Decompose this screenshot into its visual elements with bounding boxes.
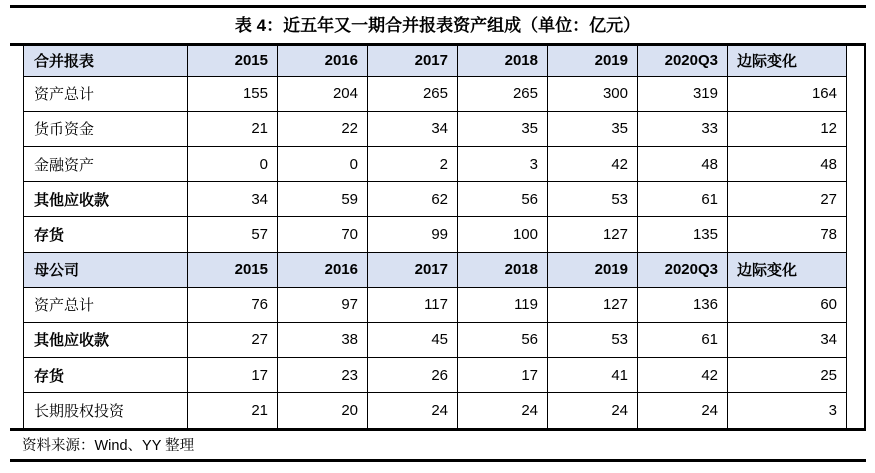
row-label: 其他应收款 xyxy=(24,182,188,217)
value-cell: 61 xyxy=(638,322,728,357)
value-cell: 34 xyxy=(368,111,458,146)
value-cell: 53 xyxy=(548,182,638,217)
value-cell: 21 xyxy=(188,111,278,146)
table-right-boundary-line xyxy=(864,46,866,428)
value-cell: 42 xyxy=(548,147,638,182)
row-label: 存货 xyxy=(24,217,188,252)
value-cell: 62 xyxy=(368,182,458,217)
footer-rule xyxy=(10,459,866,462)
value-cell: 38 xyxy=(278,322,368,357)
value-cell: 53 xyxy=(548,322,638,357)
value-cell: 127 xyxy=(548,287,638,322)
value-cell: 78 xyxy=(728,217,847,252)
column-header-year: 2020Q3 xyxy=(638,252,728,287)
column-header-year: 2017 xyxy=(368,46,458,76)
value-cell: 135 xyxy=(638,217,728,252)
column-header-year: 2019 xyxy=(548,252,638,287)
table-row xyxy=(24,147,847,182)
value-cell: 76 xyxy=(188,287,278,322)
column-header-year: 2017 xyxy=(368,252,458,287)
value-cell: 119 xyxy=(458,287,548,322)
column-header-year: 2016 xyxy=(278,46,368,76)
row-label: 存货 xyxy=(24,358,188,393)
value-cell: 70 xyxy=(278,217,368,252)
value-cell: 24 xyxy=(638,393,728,428)
value-cell: 300 xyxy=(548,76,638,111)
column-header-year: 2018 xyxy=(458,252,548,287)
table-row xyxy=(24,287,847,322)
value-cell: 164 xyxy=(728,76,847,111)
column-header-marginal-change: 边际变化 xyxy=(728,252,847,287)
row-label: 长期股权投资 xyxy=(24,393,188,428)
value-cell: 48 xyxy=(638,147,728,182)
value-cell: 319 xyxy=(638,76,728,111)
table-row xyxy=(24,322,847,357)
value-cell: 17 xyxy=(458,358,548,393)
value-cell: 45 xyxy=(368,322,458,357)
value-cell: 42 xyxy=(638,358,728,393)
section-header-row xyxy=(24,46,847,76)
row-label: 货币资金 xyxy=(24,111,188,146)
table-title: 表 4：近五年又一期合并报表资产组成（单位：亿元） xyxy=(234,16,641,35)
value-cell: 27 xyxy=(728,182,847,217)
value-cell: 56 xyxy=(458,322,548,357)
value-cell: 3 xyxy=(458,147,548,182)
value-cell: 17 xyxy=(188,358,278,393)
table-row xyxy=(24,358,847,393)
value-cell: 265 xyxy=(368,76,458,111)
table-row xyxy=(24,217,847,252)
value-cell: 20 xyxy=(278,393,368,428)
value-cell: 265 xyxy=(458,76,548,111)
column-header-year: 2020Q3 xyxy=(638,46,728,76)
column-header-year: 2015 xyxy=(188,252,278,287)
table-row xyxy=(24,76,847,111)
column-header-year: 2016 xyxy=(278,252,368,287)
section-header-label: 母公司 xyxy=(24,252,188,287)
value-cell: 22 xyxy=(278,111,368,146)
value-cell: 35 xyxy=(458,111,548,146)
table-row xyxy=(24,111,847,146)
value-cell: 3 xyxy=(728,393,847,428)
column-header-year: 2018 xyxy=(458,46,548,76)
value-cell: 26 xyxy=(368,358,458,393)
value-cell: 136 xyxy=(638,287,728,322)
value-cell: 25 xyxy=(728,358,847,393)
top-rule xyxy=(10,5,866,8)
column-header-year: 2015 xyxy=(188,46,278,76)
table-row xyxy=(24,182,847,217)
value-cell: 35 xyxy=(548,111,638,146)
column-header-marginal-change: 边际变化 xyxy=(728,46,847,76)
section-header-row xyxy=(24,252,847,287)
source-note: 资料来源：Wind、YY 整理 xyxy=(22,438,195,454)
value-cell: 41 xyxy=(548,358,638,393)
row-label: 资产总计 xyxy=(24,287,188,322)
value-cell: 34 xyxy=(188,182,278,217)
column-header-year: 2019 xyxy=(548,46,638,76)
value-cell: 57 xyxy=(188,217,278,252)
value-cell: 97 xyxy=(278,287,368,322)
value-cell: 60 xyxy=(728,287,847,322)
value-cell: 61 xyxy=(638,182,728,217)
value-cell: 155 xyxy=(188,76,278,111)
asset-composition-table xyxy=(23,46,847,428)
value-cell: 0 xyxy=(188,147,278,182)
value-cell: 21 xyxy=(188,393,278,428)
value-cell: 117 xyxy=(368,287,458,322)
value-cell: 204 xyxy=(278,76,368,111)
value-cell: 23 xyxy=(278,358,368,393)
value-cell: 33 xyxy=(638,111,728,146)
value-cell: 2 xyxy=(368,147,458,182)
value-cell: 24 xyxy=(548,393,638,428)
value-cell: 127 xyxy=(548,217,638,252)
value-cell: 99 xyxy=(368,217,458,252)
row-label: 资产总计 xyxy=(24,76,188,111)
value-cell: 24 xyxy=(458,393,548,428)
value-cell: 0 xyxy=(278,147,368,182)
value-cell: 56 xyxy=(458,182,548,217)
value-cell: 24 xyxy=(368,393,458,428)
value-cell: 100 xyxy=(458,217,548,252)
value-cell: 59 xyxy=(278,182,368,217)
section-header-label: 合并报表 xyxy=(24,46,188,76)
value-cell: 12 xyxy=(728,111,847,146)
row-label: 其他应收款 xyxy=(24,322,188,357)
value-cell: 27 xyxy=(188,322,278,357)
value-cell: 48 xyxy=(728,147,847,182)
row-label: 金融资产 xyxy=(24,147,188,182)
table-bottom-rule xyxy=(10,428,866,431)
asset-table-body xyxy=(24,46,847,428)
table-row xyxy=(24,393,847,428)
value-cell: 34 xyxy=(728,322,847,357)
